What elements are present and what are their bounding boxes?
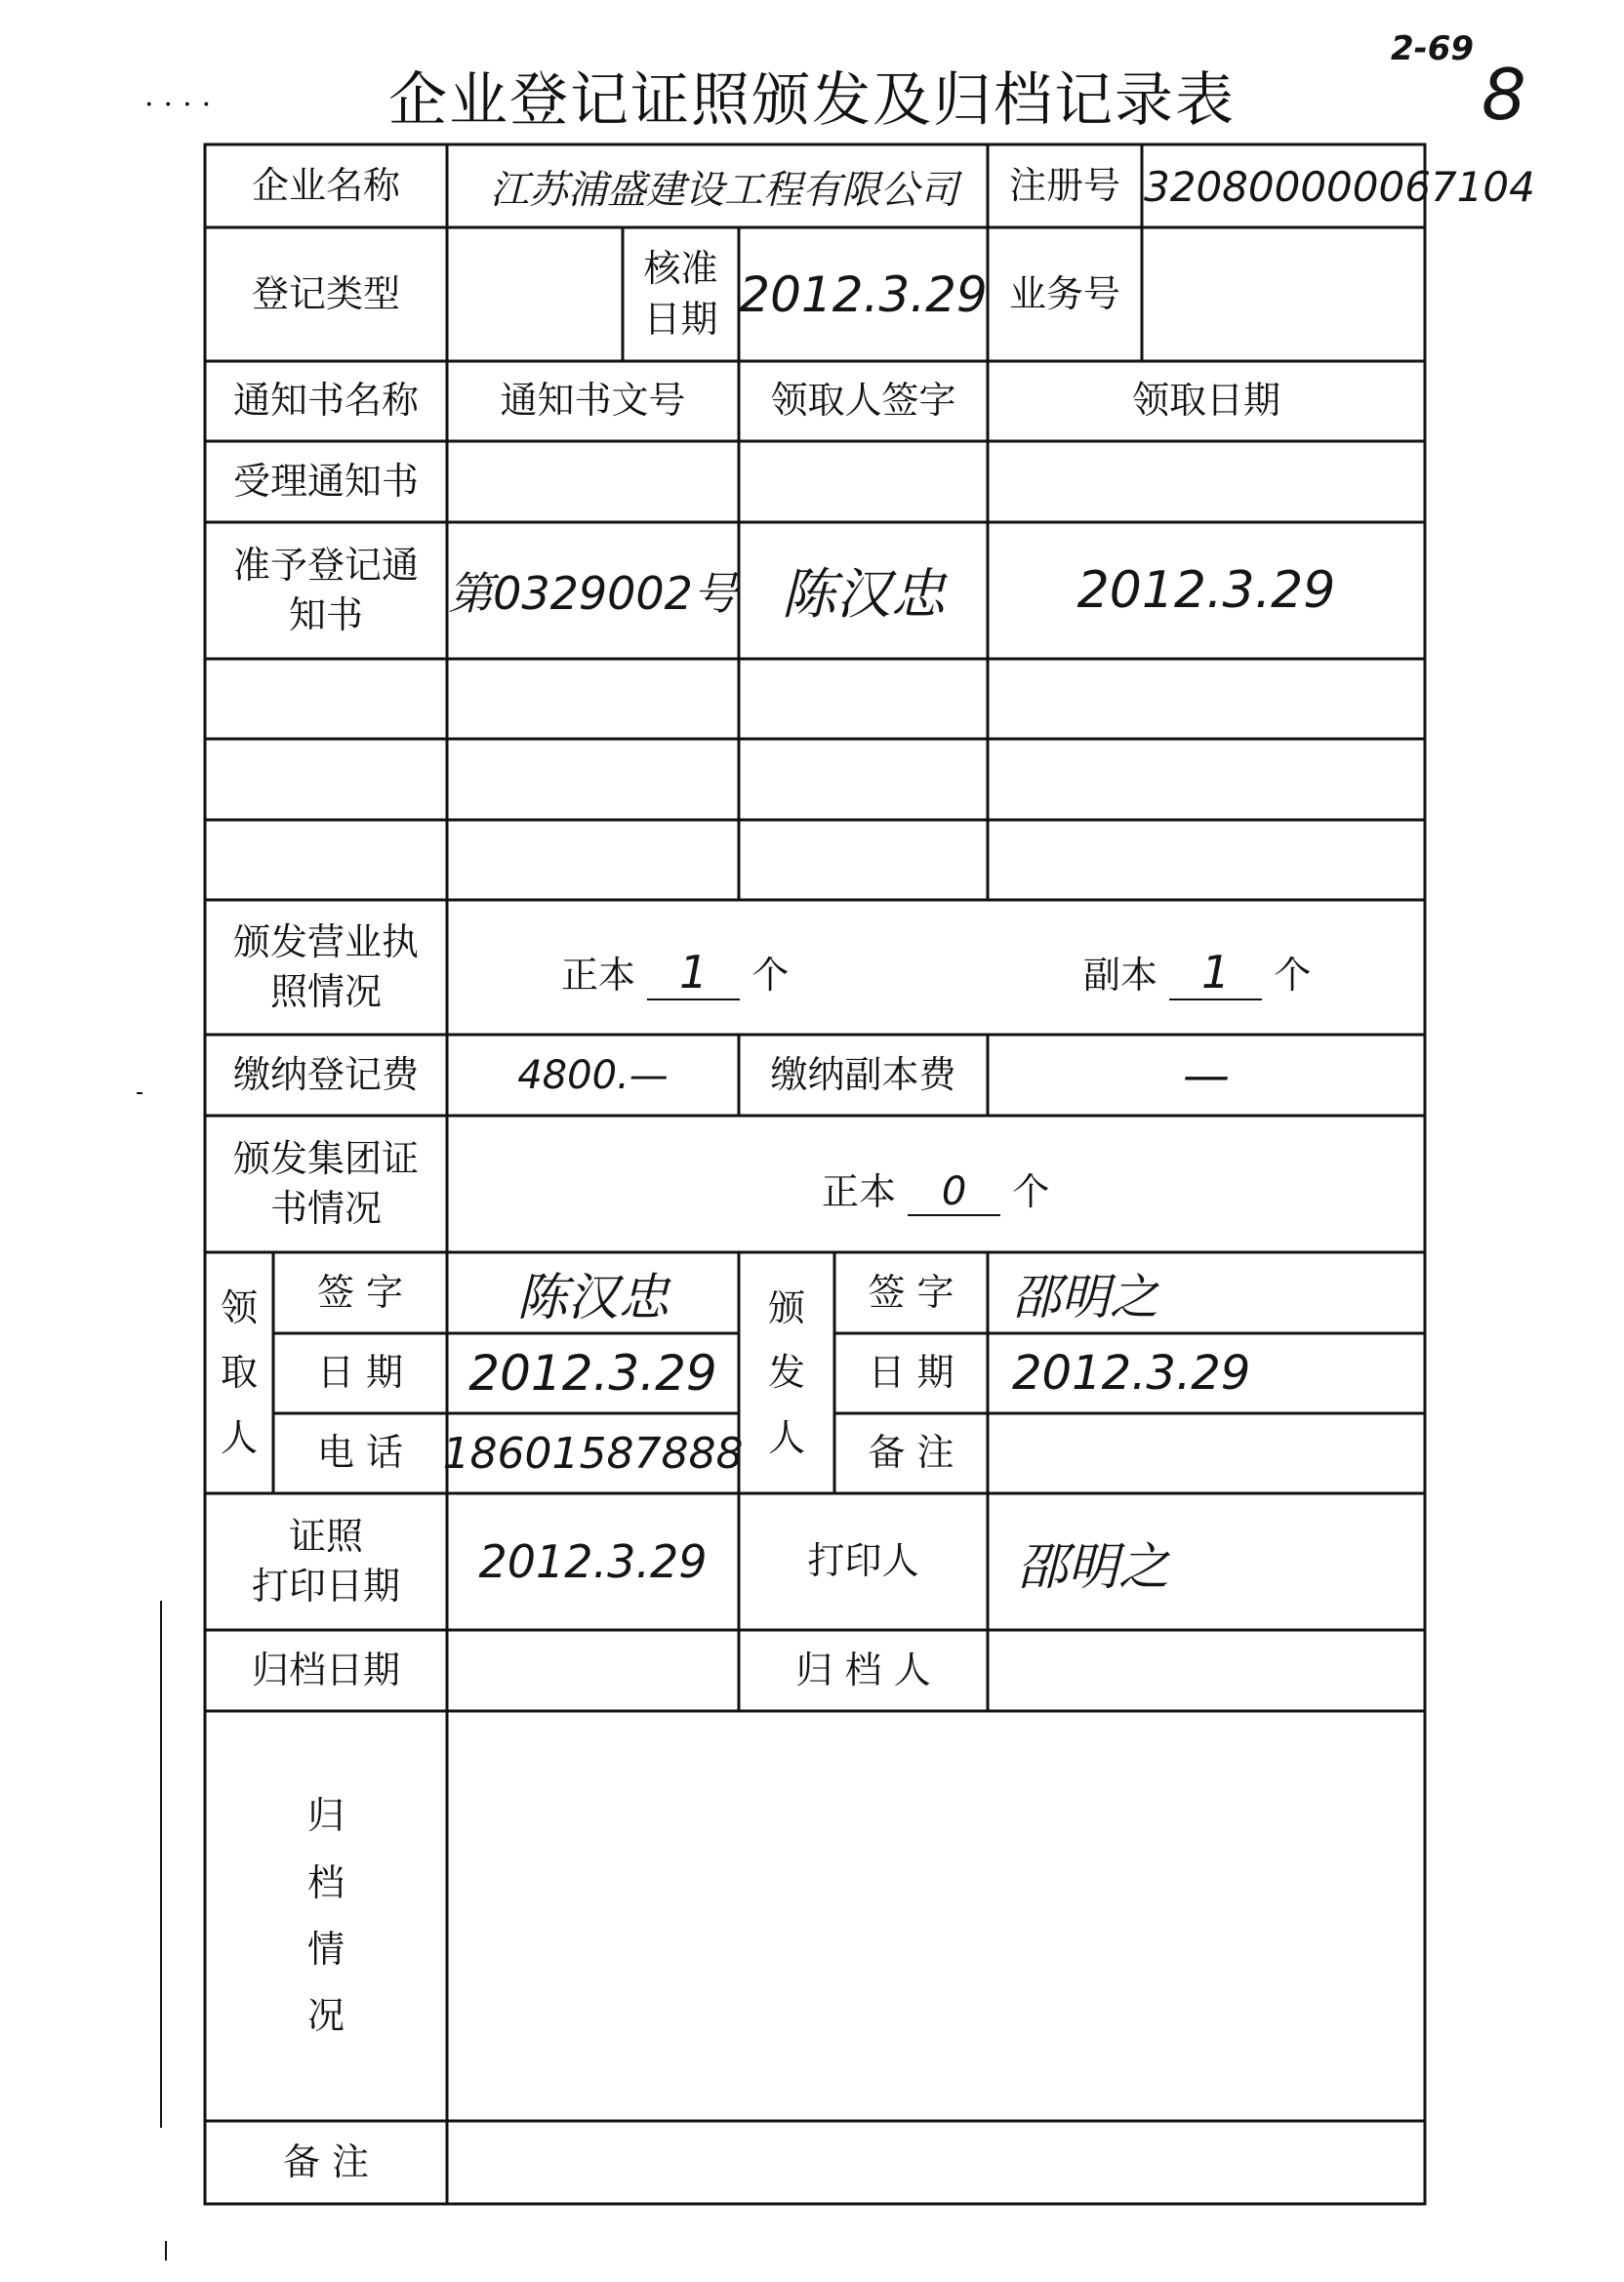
- license-label: [205, 900, 447, 1035]
- receiver-side-char-2: 取: [220, 1351, 258, 1395]
- receiver-side-char-1: 领: [220, 1285, 258, 1329]
- company-name-label: 企业名称: [251, 163, 400, 207]
- issuer-note-label: 备 注: [868, 1431, 954, 1475]
- issuer-side-char-2: 发: [767, 1351, 805, 1395]
- print-date-label: [205, 1493, 447, 1630]
- approve-notice-date: 2012.3.29: [1076, 561, 1336, 620]
- license-original-count: 1: [647, 946, 740, 1000]
- archive-person-label: 归 档 人: [795, 1648, 931, 1691]
- license-original-label: 正本: [561, 954, 636, 997]
- archive-status-label: [205, 1711, 447, 2121]
- print-date-label-line1: 证照: [288, 1514, 363, 1558]
- printer-label: 打印人: [807, 1539, 919, 1583]
- license-label-line2: 照情况: [269, 970, 382, 1013]
- page-title: 企业登记证照颁发及归档记录表: [388, 66, 1236, 135]
- reg-number-value: 320800000067104: [1144, 162, 1535, 211]
- approve-date-label-line2: 日期: [643, 297, 718, 341]
- header-notice-name: 通知书名称: [232, 379, 419, 423]
- header-notice-number: 通知书文号: [500, 379, 686, 423]
- receiver-side-char-3: 人: [220, 1415, 258, 1459]
- license-copy-unit: 个: [1274, 954, 1312, 997]
- row-approve-notice-line1: 准予登记通: [232, 543, 419, 587]
- row-approve-notice-line2: 知书: [288, 593, 363, 636]
- receiver-date-value: 2012.3.29: [468, 1345, 717, 1402]
- group-cert-original-label: 正本: [822, 1170, 897, 1213]
- reg-fee-value: 4800.—: [517, 1052, 669, 1098]
- group-cert-label-line1: 颁发集团证: [232, 1136, 419, 1180]
- receiver-phone-label: 电 话: [316, 1431, 404, 1475]
- header-receive-date: 领取日期: [1131, 379, 1280, 423]
- print-date-value: 2012.3.29: [478, 1535, 708, 1588]
- group-cert-label-line2: 书情况: [269, 1187, 382, 1230]
- license-copy-count: 1: [1169, 946, 1262, 1000]
- issuer-date-label: 日 期: [868, 1351, 954, 1395]
- receiver-sign-value: 陈汉忠: [516, 1269, 670, 1327]
- issuer-side-char-3: 人: [767, 1415, 805, 1459]
- receiver-phone-value: 18601587888: [442, 1428, 744, 1479]
- issuer-sign-label: 签 字: [868, 1270, 954, 1314]
- header-receiver-signature: 领取人签字: [770, 379, 956, 423]
- print-date-label-line2: 打印日期: [251, 1565, 400, 1608]
- license-label-line1: 颁发营业执: [232, 919, 419, 963]
- row-accept-notice: 受理通知书: [232, 459, 419, 503]
- business-number-label: 业务号: [1008, 271, 1120, 315]
- corner-number: 8: [1482, 54, 1526, 136]
- company-name-value: 江苏浦盛建设工程有限公司: [490, 167, 958, 213]
- group-cert-original: [822, 1161, 1049, 1216]
- copy-fee-label: 缴纳副本费: [770, 1052, 956, 1096]
- issuer-side-char-1: 颁: [767, 1285, 805, 1329]
- reg-number-label: 注册号: [1008, 163, 1120, 207]
- row-approve-notice-label: [205, 522, 447, 659]
- group-cert-label: [205, 1116, 447, 1252]
- reg-type-label: 登记类型: [251, 271, 400, 315]
- approve-notice-signer: 陈汉忠: [781, 563, 946, 627]
- approve-date-label: [623, 227, 739, 361]
- approve-date-value: 2012.3.29: [739, 265, 988, 323]
- approve-notice-doc-no: 第0329002号: [448, 567, 738, 620]
- approve-date-label-line1: 核准: [643, 247, 718, 291]
- license-copy-label: 副本: [1083, 954, 1158, 997]
- corner-code: 2-69: [1391, 29, 1475, 68]
- license-copy: [1083, 945, 1311, 1000]
- license-original-unit: 个: [751, 954, 790, 997]
- issuer-side-label: [739, 1252, 834, 1493]
- issuer-sign-value: 邵明之: [1012, 1268, 1158, 1325]
- archive-date-label: 归档日期: [251, 1648, 400, 1691]
- remarks-label: 备 注: [282, 2139, 370, 2183]
- license-original: [561, 945, 789, 1000]
- receiver-date-label: 日 期: [316, 1351, 404, 1395]
- copy-fee-value: —: [1183, 1047, 1230, 1103]
- archive-status-char-2: 档: [306, 1860, 345, 1904]
- archive-status-char-1: 归: [306, 1794, 345, 1838]
- printer-value: 邵明之: [1017, 1537, 1170, 1597]
- archive-status-char-4: 况: [306, 1994, 345, 2038]
- receiver-side-label: [205, 1252, 273, 1493]
- margin-dots: ····: [144, 88, 222, 122]
- group-cert-unit: 个: [1012, 1170, 1050, 1213]
- reg-fee-label: 缴纳登记费: [232, 1052, 419, 1096]
- group-cert-original-count: 0: [908, 1169, 1000, 1216]
- archive-status-char-3: 情: [306, 1928, 345, 1971]
- receiver-sign-label: 签 字: [316, 1270, 404, 1314]
- issuer-date-value: 2012.3.29: [1012, 1346, 1251, 1401]
